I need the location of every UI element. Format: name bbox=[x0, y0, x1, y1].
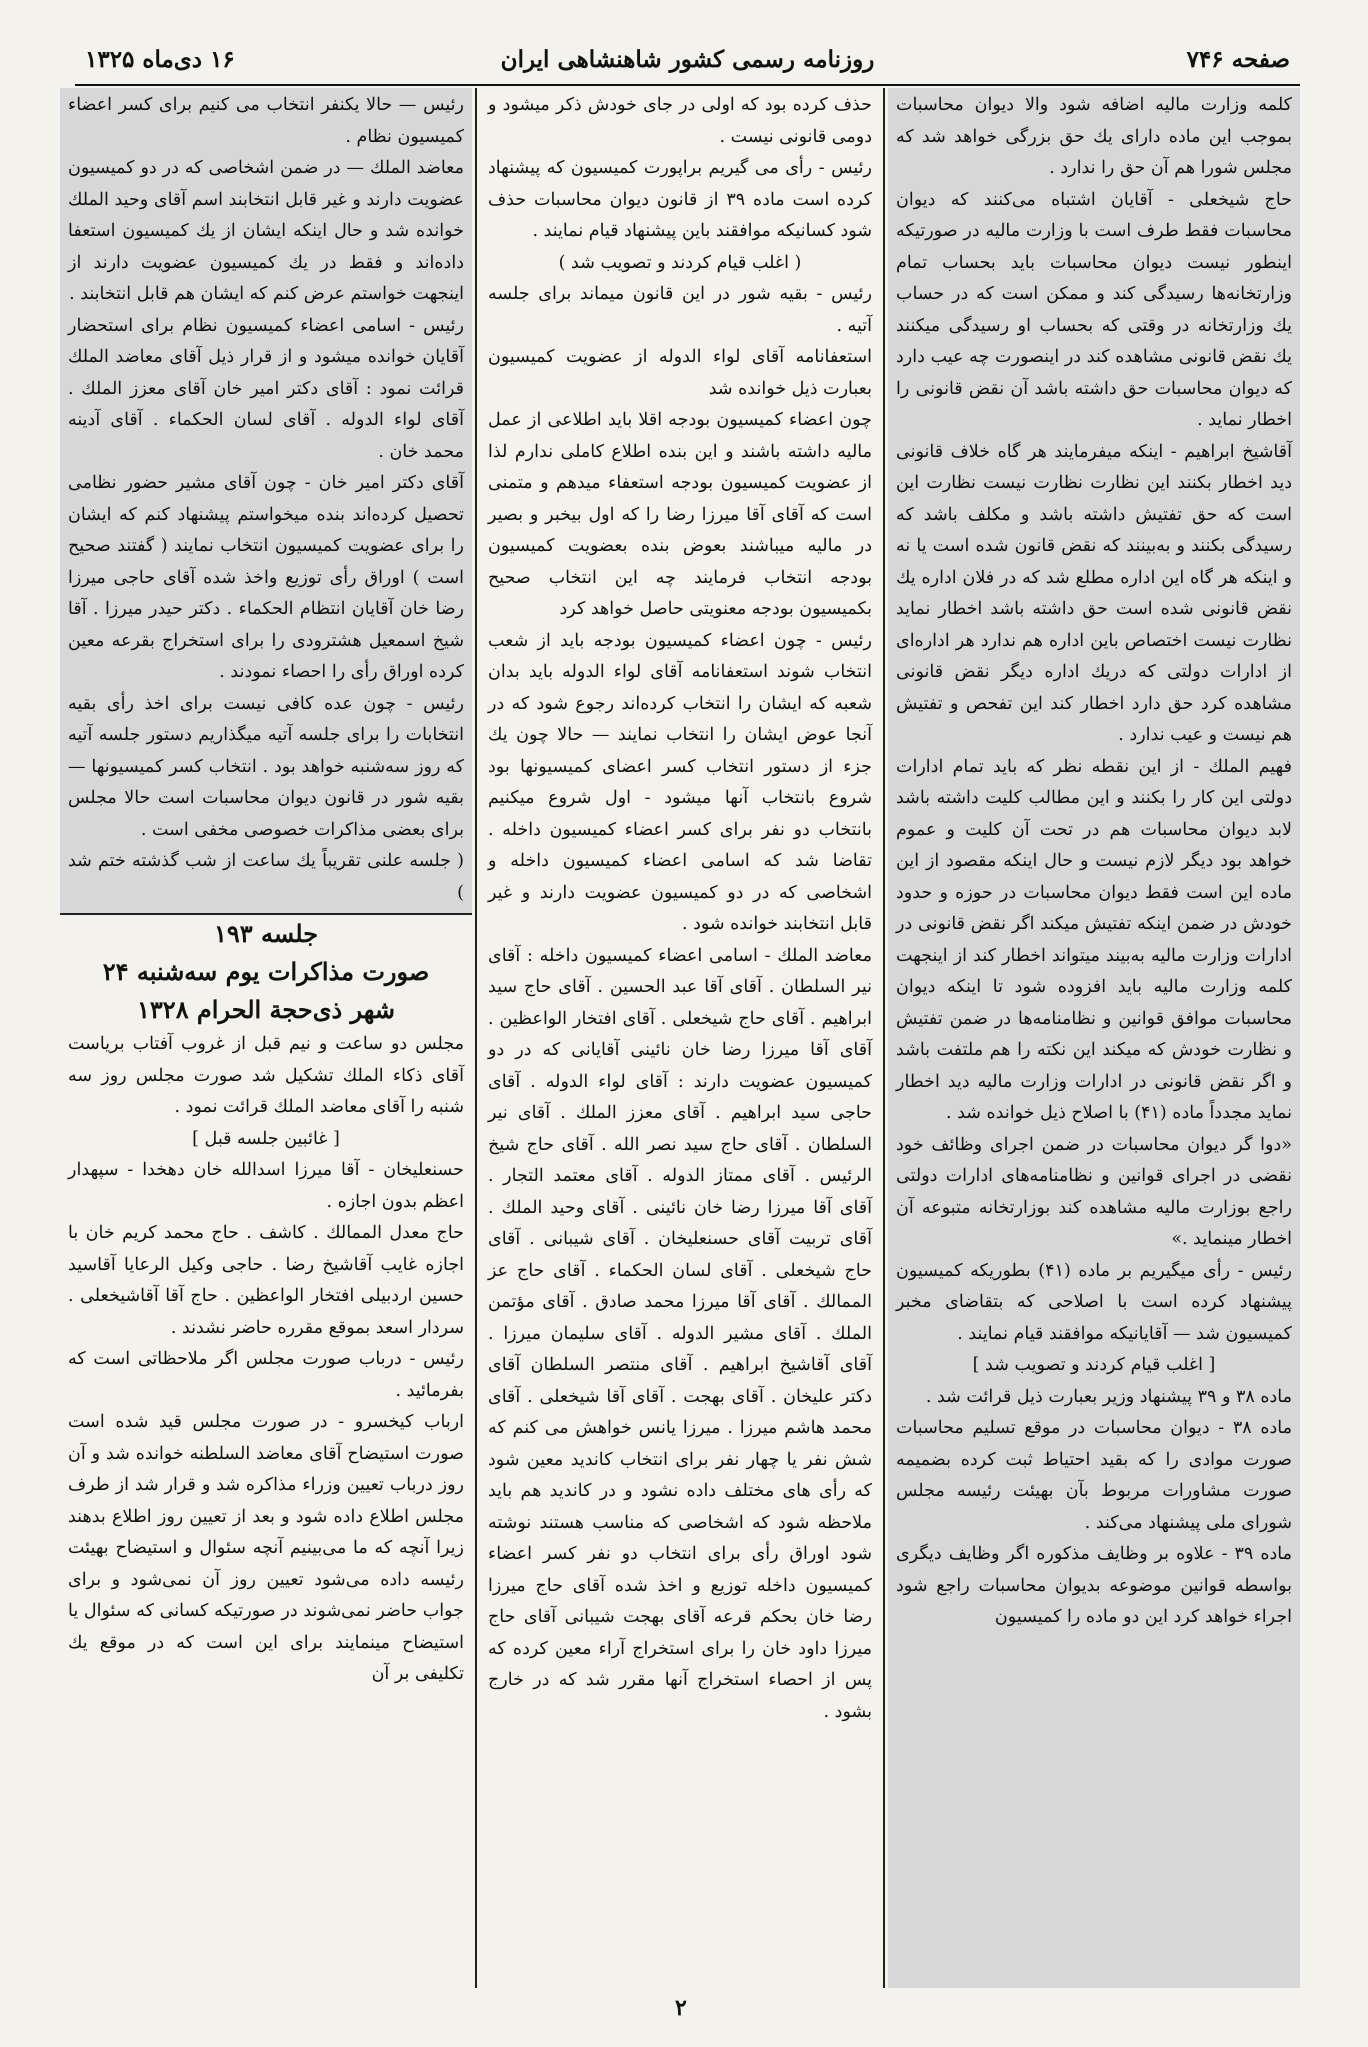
page-number: ۲ bbox=[675, 1995, 687, 2021]
paragraph: مجلس دو ساعت و نیم قبل از غروب آفتاب بریاست آقای ذکاء الملك تشکیل شد صورت مجلس روز سه شنبه را آقای معاضد الملك قرائت نمود . bbox=[68, 1034, 464, 1117]
vote-result: [ اغلب قیام کردند و تصویب شد ] bbox=[972, 1355, 1216, 1375]
column-divider bbox=[883, 88, 885, 1988]
quoted-article: «دوا گر دیوان محاسبات در ضمن اجرای وظائف خود نقضی در اجرای قوانین و نظامنامه‌های ادارات دولتی راجع بوزارت مالیه مشاهده کند بوزارتخانه متبوعه آن اخطار مینماید .» bbox=[896, 1134, 1292, 1249]
session-end-note: ( جلسه علنی تقریباً یك ساعت از شب گذشته ختم شد ) bbox=[68, 851, 464, 903]
paragraph: آقای دکتر امیر خان - چون آقای مشیر حضور نظامی تحصیل کرده‌اند بنده میخواستم پیشنهاد کنم که ایشان را برای عضویت کمیسیون انتخاب نمایند ( گفتند صحیح است ) اوراق رأی توزیع واخذ شده آقای حاجی میرزا رضا خان آقایان انتظام الحکماء . دکتر حیدر میرزا . آقا شیخ اسمعیل هشترودی را برای استخراج بقرعه معین کرده اوراق رأی را احصاء نمودند . bbox=[68, 473, 464, 682]
resignation-letter: چون اعضاء کمیسیون بودجه اقلا باید اطلاعی از عمل مالیه داشته باشند و این بنده اطلاع کاملی ندارم لذا از عضویت کمیسیون بودجه استعفاء میدهم و متمنی است که آقای آقا میرزا رضا را که اول بیخبر و بصیر در مالیه میباشند بعوض بنده بعضویت کمیسیون بودجه انتخاب فرمایند چه این انتخاب صحیح بکمیسیون بودجه معنویتی حاصل خواهد کرد bbox=[488, 410, 872, 619]
session-title: صورت مذاکرات یوم سه‌شنبه ۲۴ bbox=[102, 957, 430, 986]
page-header bbox=[75, 40, 1300, 86]
paragraph: حاج معدل الممالك . کاشف . حاج محمد کریم خان با اجازه غایب آقاشیخ رضا . حاجی وکیل الرعایا آقاسید حسین اردبیلی افتخار الواعظین . حاج آقا آقاشیخعلی . سردار اسعد بموقع مقرره حاضر نشدند . bbox=[68, 1223, 464, 1338]
member-list: معاضد الملك - اسامی اعضاء کمیسیون داخله : آقای نیر السلطان . آقای آقا عبد الحسین . آقای حاج سید ابراهیم . آقای حاج شیخعلی . آقای افتخار الواعظین . آقای آقا میرزا رضا خان نائینی آقایانی که در دو کمیسیون عضویت دارند : آقای لواء الدوله . آقای حاجی سید ابراهیم . آقای معزز الملك . آقای نیر السلطان . آقای حاج سید نصر الله . آقای حاج شیخ الرئیس . آقای ممتاز الدوله . آقای معتمد التجار . آقای آقا میرزا رضا خان نائینی . آقای وحید الملك . آقای تربیت آقای حسنعلیخان . آقای شیبانی . آقای حاج شیخعلی . آقای لسان الحکماء . آقای حاج عز الممالك . آقای آقا میرزا محمد صادق . آقای مؤتمن الملك . آقای مشیر الدوله . آقای سلیمان میرزا . آقای آقاشیخ ابراهیم . آقای منتصر السلطان آقای دکتر علیخان . آقای بهجت . آقای آقا شیخعلی . آقای محمد هاشم میرزا . میرزا یانس خواهش می کنم که شش نفر یا چهار نفر برای انتخاب کاندید معین شود که رأی های مختلف داده نشود و در کاندید هم باید ملاحظه شود که اشخاصی که مناسب هستند نوشته شود اوراق رأی برای انتخاب دو نفر کسر اعضاء کمیسیون داخله توزیع و اخذ شده آقای حاج میرزا رضا خان بحکم قرعه آقای بهجت شیبانی آقای حاج میرزا داود خان را برای استخراج آراء معین کرده که پس از احصاء استخراج آنها مقرر شد که در خارج بشود . bbox=[488, 945, 872, 1722]
paragraph: رئیس — حالا یکنفر انتخاب می کنیم برای کسر اعضاء کمیسیون نظام . bbox=[68, 95, 464, 147]
paragraph: ماده ۳۸ و ۳۹ پیشنهاد وزیر بعبارت ذیل قرائت شد . bbox=[925, 1386, 1292, 1407]
column-divider bbox=[475, 88, 477, 1988]
paragraph: رئیس - رأی می گیریم براپورت کمیسیون که پیشنهاد کرده است ماده ۳۹ از قانون دیوان محاسبات حذف شود کسانیکه موافقند باین پیشنهاد قیام نمایند . bbox=[488, 158, 873, 241]
paragraph: کلمه وزارت مالیه اضافه شود والا دیوان محاسبات بموجب این ماده دارای یك حق بزرگی خواهد شد که مجلس شورا هم آن حق را ندارد . bbox=[896, 95, 1292, 178]
paragraph: رئیس - چون اعضاء کمیسیون بودجه باید از شعب انتخاب شوند استعفانامه آقای لواء الدوله باید بدان شعبه که ایشان را انتخاب کرده‌اند رجوع شود که در آنجا عوض ایشان را انتخاب نمایند — حالا چون یك جزء از دستور انتخاب کسر اعضای کمیسیونها بود شروع بانتخاب آنها میشود - اول شروع میکنیم بانتخاب دو نفر برای کسر اعضاء کمیسیون داخله . تقاضا شد که اسامی اعضاء کمیسیون داخله و اشخاصی که در دو کمیسیون عضویت دارند و غیر قابل انتخابند خوانده شود . bbox=[488, 630, 872, 934]
continued-session-block bbox=[60, 88, 472, 915]
middle-column bbox=[480, 88, 880, 1988]
absentees-heading: [ غائبین جلسه قبل ] bbox=[192, 1128, 340, 1149]
left-column bbox=[60, 88, 472, 1988]
paragraph: رئیس - اسامی اعضاء کمیسیون نظام برای استحضار آقایان خوانده میشود و از قرار ذیل آقای معاضد الملك قرائت نمود : آقای دکتر امیر خان آقای معزز الملك . آقای لواء الدوله . آقای لسان الحکماء . آقای آدینه محمد خان . bbox=[68, 315, 464, 462]
paragraph: رئیس - بقیه شور در این قانون میماند برای جلسه آتیه . bbox=[488, 284, 872, 336]
article-38: ماده ۳۸ - دیوان محاسبات در موقع تسلیم محاسبات صورت موادی را که بقید احتیاط ثبت کرده بضمیمه صورت مشاورات مربوط بآن بهیئت رئیسه مجلس شورای ملی پیشنهاد می‌کند . bbox=[896, 1418, 1292, 1533]
paragraph: رئیس - رأی میگیریم بر ماده (۴۱) بطوریکه کمیسیون پیشنهاد کرده است با اصلاحی که بتقاضای مخبر کمیسیون شد — آقایانیکه موافقند قیام نمایند . bbox=[896, 1260, 1292, 1344]
article-39: ماده ۳۹ - علاوه بر وظایف مذکوره اگر وظایف دیگری بواسطه قوانین موضوعه بدیوان محاسبات راجع شود اجراء خواهد کرد این دو ماده را کمیسیون bbox=[896, 1544, 1293, 1627]
paragraph: حاج شیخعلی - آقایان اشتباه می‌کنند که دیوان محاسبات فقط طرف است با وزارت مالیه در صورتیکه اینطور نیست دیوان محاسبات باید بحساب تمام وزارتخانه‌ها رسیدگی کند و ممکن است که در حساب یك وزارتخانه در وقتی که بحساب او رسیدگی میکنند یك نقض قانونی مشاهده کند در اینصورت چه عیب دارد که دیوان محاسبات حق داشته باشد آن نقض قانونی را اخطار نماید . bbox=[896, 189, 1292, 430]
paragraph: آقاشیخ ابراهیم - اینکه میفرمایند هر گاه خلاف قانونی دید اخطار بکنند این نظارت نظارت نیست نظارت این است که حق تفتیش داشته باشد و مکلف باشد که رسیدگی بکنند و به‌بینند که نقض قانون شده است یا نه و اینکه هر گاه این اداره مطلع شد که در فلان اداره یك نقض قانونی شده است حق داشته باشد اخطار نماید نظارت نیست اختصاص باین اداره هم ندارد هر اداره‌ای از ادارات دولتی که دریك اداره دیگر نقض قانونی مشاهده کرد حق دارد اخطار کند این تفحص و تفتیش هم نیست و عیب ندارد . bbox=[896, 441, 1292, 745]
paragraph: فهیم الملك - از این نقطه نظر که باید تمام ادارات دولتی این کار را بکنند و این مطالب کلیت داشته باشد لابد دیوان محاسبات هم در تحت آن کلیت و عموم خواهد بود دیگر لازم نیست و حال اینکه مقصود از این ماده این است فقط دیوان محاسبات در حوزه و حدود خودش در ضمن اینکه تفتیش میکند اگر نقض قانونی در ادارات وزارت مالیه به‌بیند میتواند اخطار کند از اینجهت کلمه وزارت مالیه باید افزوده شود تا اینکه دیوان محاسبات موافق قوانین و نظامنامه‌ها در ضمن تفتیش و نظارت خودش که میکند این نکته را هم ملتفت باشد و اگر نقض قانونی در ادارات وزارت مالیه دید اخطار نماید مجدداً ماده (۴۱) با اصلاح ذیل خوانده شد . bbox=[896, 756, 1292, 1123]
newspaper-title: روزنامه رسمی کشور شاهنشاهی ایران bbox=[500, 46, 875, 73]
page-label: صفحه ۷۴۶ bbox=[1186, 46, 1290, 73]
paragraph: حذف کرده بود که اولی در جای خودش ذکر میشود و دومی قانونی نیست . bbox=[488, 95, 872, 147]
vote-result: ( اغلب قیام کردند و تصویب شد ) bbox=[558, 252, 802, 273]
issue-date: ۱۶ دی‌ماه ۱۳۲۵ bbox=[85, 46, 235, 73]
paragraph: رئیس - چون عده کافی نیست برای اخذ رأی بقیه انتخابات را برای جلسه آتیه میگذاریم دستور جلسه آتیه که روز سه‌شنبه خواهد بود . انتخاب کسر کمیسیونها — بقیه شور در قانون دیوان محاسبات است حالا مجلس برای بعضی مذاکرات خصوصی مخفی است . bbox=[68, 693, 464, 840]
session-title: شهر ذی‌حجة الحرام ۱۳۲۸ bbox=[137, 995, 395, 1024]
paragraph: حسنعلیخان - آقا میرزا اسدالله خان دهخدا - سپهدار اعظم بدون اجازه . bbox=[68, 1160, 464, 1212]
paragraph: رئیس - درباب صورت مجلس اگر ملاحظاتی است که بفرمائید . bbox=[68, 1349, 464, 1401]
paragraph: معاضد الملك — در ضمن اشخاصی که در دو کمیسیون عضویت دارند و غیر قابل انتخابند اسم آقای وحید الملك خوانده شد و حال اینکه ایشان از یك کمیسیون استعفا داده‌اند و فقط در یك کمیسیون عضویت دارند از اینجهت خواستم عرض کنم که ایشان هم قابل انتخابند . bbox=[68, 158, 464, 304]
paragraph: استعفانامه آقای لواء الدوله از عضویت کمیسیون بعبارت ذیل خوانده شد bbox=[488, 347, 872, 399]
paragraph: ارباب کیخسرو - در صورت مجلس قید شده است صورت استیضاح آقای معاضد السلطنه خوانده شد و آن روز درباب تعیین وزراء مذاکره شد و قرار شد از طرف مجلس اطلاع داده شود و بعد از تعیین روز اطلاع بدهند زیرا آنچه که ما می‌بینیم آنچه سئوال و استیضاح بهیئت رئیسه داده می‌شود تعیین روز آن نمی‌شود و برای جواب حاضر نمی‌شوند در صورتیکه کسانی که سئوال یا استیضاح مینمایند برای این است که در موقع یك تکلیفی بر آن bbox=[68, 1412, 464, 1684]
right-column bbox=[888, 88, 1300, 1988]
session-number: جلسه ۱۹۳ bbox=[213, 919, 319, 948]
